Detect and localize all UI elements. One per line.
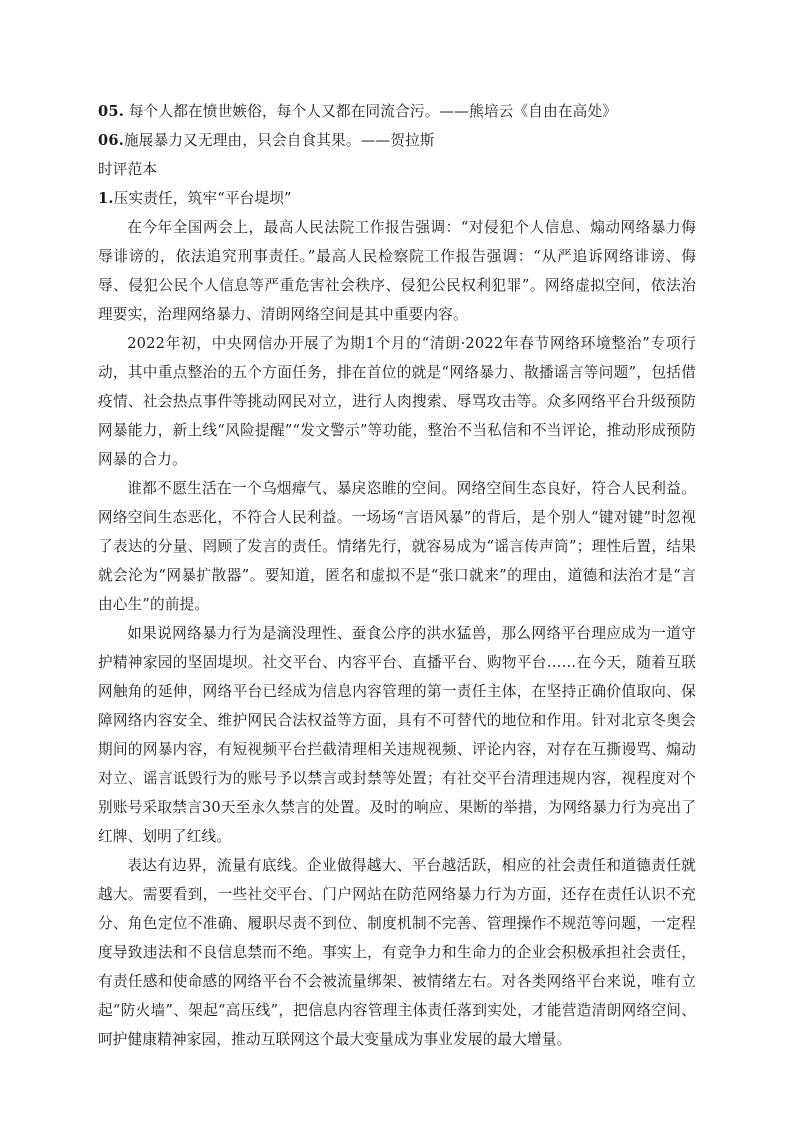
article-paragraph: 2022年初，中央网信办开展了为期1个月的“清朗·2022年春节网络环境整治”专项行动，其中重点整治的五个方面任务，排在首位的就是“网络暴力、散播谣言等问题”，包括借疫情、社会热点事件等挑动网民对立，进行人肉搜索、辱骂攻击等。众多网络平台升级预防网暴能力，新上线“风险提醒”“发文警示”等功能，整治不当私信和不当评论，推动形成预防网暴的合力。 — [98, 335, 696, 468]
section-title: 时评范本 — [98, 161, 158, 178]
article-title — [98, 184, 696, 213]
article-paragraph: 如果说网络暴力行为是滴没理性、蚕食公序的洪水猛兽，那么网络平台理应成为一道守护精神家园的坚固堤坝。社交平台、内容平台、直播平台、购物平台……在今天，随着互联网触角的延伸，网络平台已经成为信息内容管理的第一责任主体，在坚持正确价值取向、保障网络内容安全、维护网民合法权益等方面，具有不可替代的地位和作用。针对北京冬奥会期间的网暴内容，有短视频平台拦截清理相关违规视频、评论内容，对存在互撕谩骂、煽动对立、谣言诋毁行为的账号予以禁言或封禁等处置；有社交平台清理违规内容，视程度对个别账号采取禁言30天至永久禁言的处置。及时的响应、果断的举措，为网络暴力行为亮出了红牌、划明了红线。 — [98, 625, 696, 845]
quote-item — [98, 97, 696, 126]
article-title-number: 1. — [98, 190, 114, 207]
quote-number: 05. — [98, 103, 124, 120]
article-title-text: 压实责任，筑牢“平台堤坝” — [113, 190, 292, 207]
document-body — [98, 97, 696, 1054]
quote-number: 06. — [98, 132, 124, 149]
article-paragraph: 表达有边界，流量有底线。企业做得越大、平台越活跃，相应的社会责任和道德责任就越大。需要看到，一些社交平台、门户网站在防范网络暴力行为方面，还存在责任认识不充分、角色定位不准确、履职尽责不到位、制度机制不完善、管理操作不规范等问题，一定程度导致违法和不良信息禁而不绝。事实上，有竞争力和生命力的企业会积极承担社会责任，有责任感和使命感的网络平台不会被流量绑架、被情绪左右。对各类网络平台来说，唯有立起“防火墙”、架起“高压线”，把信息内容管理主体责任落到实处，才能营造清朗网络空间、呵护健康精神家园，推动互联网这个最大变量成为事业发展的最大增量。 — [98, 857, 696, 1048]
article-paragraph: 在今年全国两会上，最高人民法院工作报告强调：“对侵犯个人信息、煽动网络暴力侮辱诽谤的，依法追究刑事责任。”最高人民检察院工作报告强调：“从严追诉网络诽谤、侮辱、侵犯公民个人信息等严重危害社会秩序、侵犯公民权利犯罪”。网络虚拟空间，依法治理要实，治理网络暴力、清朗网络空间是其中重要内容。 — [98, 219, 696, 323]
article-paragraph: 谁都不愿生活在一个乌烟瘴气、暴戾恣睢的空间。网络空间生态良好，符合人民利益。网络空间生态恶化，不符合人民利益。一场场“言语风暴”的背后，是个别人“键对键”时忽视了表达的分量、罔顾了发言的责任。情绪先行，就容易成为“谣言传声筒”；理性后置，结果就会沦为“网暴扩散器”。要知道，匿名和虚拟不是“张口就来”的理由，道德和法治才是“言由心生”的前提。 — [98, 480, 696, 613]
quote-text: 每个人都在愤世嫉俗，每个人又都在同流合污。——熊培云《自由在高处》 — [124, 103, 618, 120]
quote-item — [98, 126, 696, 155]
quote-text: 施展暴力又无理由，只会自食其果。——贺拉斯 — [124, 132, 435, 149]
